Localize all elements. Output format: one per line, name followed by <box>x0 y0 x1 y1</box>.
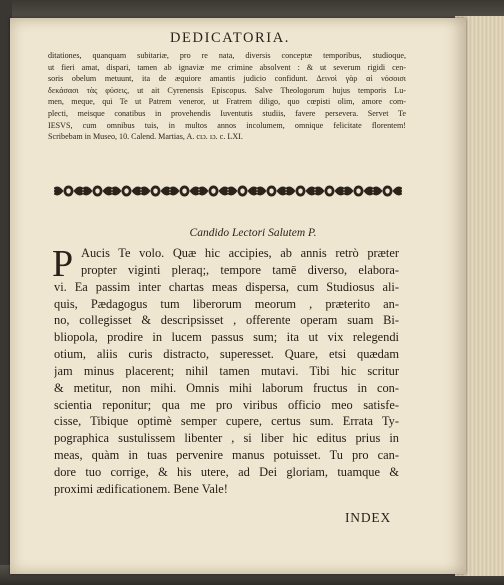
fleuron-ornament <box>170 186 200 197</box>
fleuron-ornament <box>199 186 229 197</box>
fleuron-ornament <box>373 186 403 197</box>
fleuron-ornament <box>141 186 171 197</box>
salutation-heading: Candido Lectori Salutem P. <box>189 227 317 239</box>
catchword: INDEX <box>345 510 391 525</box>
dedication-line: Scribebam in Museo, 10. Calend. Martias, A. cıɔ. ıɔ. c. LXI. <box>48 132 243 142</box>
dedication-line: soris obelum metuunt, ita de æquiore amantis judicio confidunt. Δεινοὶ γὰρ αἰ νόσοισι <box>48 74 406 84</box>
dedication-line: men, meque, qui Te ut Patrem veneror, ut Fratrem diligo, quo cœpisti olim, amore com- <box>48 97 406 107</box>
fleuron-ornament <box>83 186 113 197</box>
fleuron-ornament <box>286 186 316 197</box>
preface-line: no, collegisset & descripsisset , offerente operam suam Bi- <box>54 313 399 328</box>
running-head: DEDICATORIA. <box>169 30 291 46</box>
dedication-line: plecti, meisque conatibus in provehendis Iuventutis studiis, favere persevera. Servet Te <box>48 108 406 118</box>
fleuron-ornament <box>344 186 374 197</box>
dedication-line: IESVS, cum omnibus tuis, in multos annos incolumem, omnique felicitate florentem! <box>48 120 406 130</box>
printer-ornament-band <box>54 182 402 200</box>
fleuron-ornament <box>228 186 258 197</box>
fleuron-ornament <box>54 186 84 197</box>
preface-line: bliopola, prodire in lucem passus sum; ita ut vix relegendi <box>54 330 399 345</box>
preface-line: dore tuo corrige, & his utere, ad Dei gloriam, tuamque & <box>54 464 399 479</box>
preface-line: Aucis Te volo. Quæ hic accipies, ab annis retrò præter <box>81 246 399 260</box>
fleuron-ornament <box>257 186 287 197</box>
preface-line: meas, quàm in tuas pervenire manus potuisset. Tu pro can- <box>54 448 399 463</box>
preface-line: propter viginti pleraq;, tempore tamē diverso, elabora- <box>81 262 399 277</box>
preface-line: otium, aliis curis distracto, superesset. Quare, etsi quædam <box>54 347 399 362</box>
preface-line: scientia reponitur; qua me pro viribus officio meo satisfe- <box>54 397 399 412</box>
preface-line: cisse, Tibique optimè semper cupere, certus sum. Errata Ty- <box>54 414 399 429</box>
dedication-line: ditationes, quanquam subitariæ, pro re nata, diversis conceptæ temporibus, studioque, <box>48 51 406 60</box>
preface-line: jam minus placerent; nihil tamen mutavi. Tibi hic scritur <box>54 363 399 378</box>
dedication-text <box>48 50 406 143</box>
preface-line: proximi ædificationem. Bene Vale! <box>54 481 228 496</box>
fleuron-ornament <box>112 186 142 197</box>
preface-text <box>54 245 399 498</box>
preface-line: vi. Ea passim inter chartas meas dispersa, cum Studiosus ali- <box>54 279 399 294</box>
preface-line: pographica sustulissem libenter , si liber hic editus prius in <box>54 431 399 446</box>
dedication-line: δεκάσασι τὰς φύσεις, ut ait Cyrenensis Episcopus. Salve Theologorum hujus temporis Lu- <box>48 85 406 95</box>
preface-line: & metitur, non mihi. Omnis mihi laborum fructus in con- <box>54 380 399 395</box>
fleuron-ornament <box>315 186 345 197</box>
dedication-line: ut fieri amat, dispari, tamen ab ignaviæ me crimine absolvent : & ut severum rigidi cen- <box>48 62 406 72</box>
preface-line: quis, Pædagogus tum liberorum meorum , præterito an- <box>54 296 399 311</box>
drop-initial: P <box>52 243 74 285</box>
